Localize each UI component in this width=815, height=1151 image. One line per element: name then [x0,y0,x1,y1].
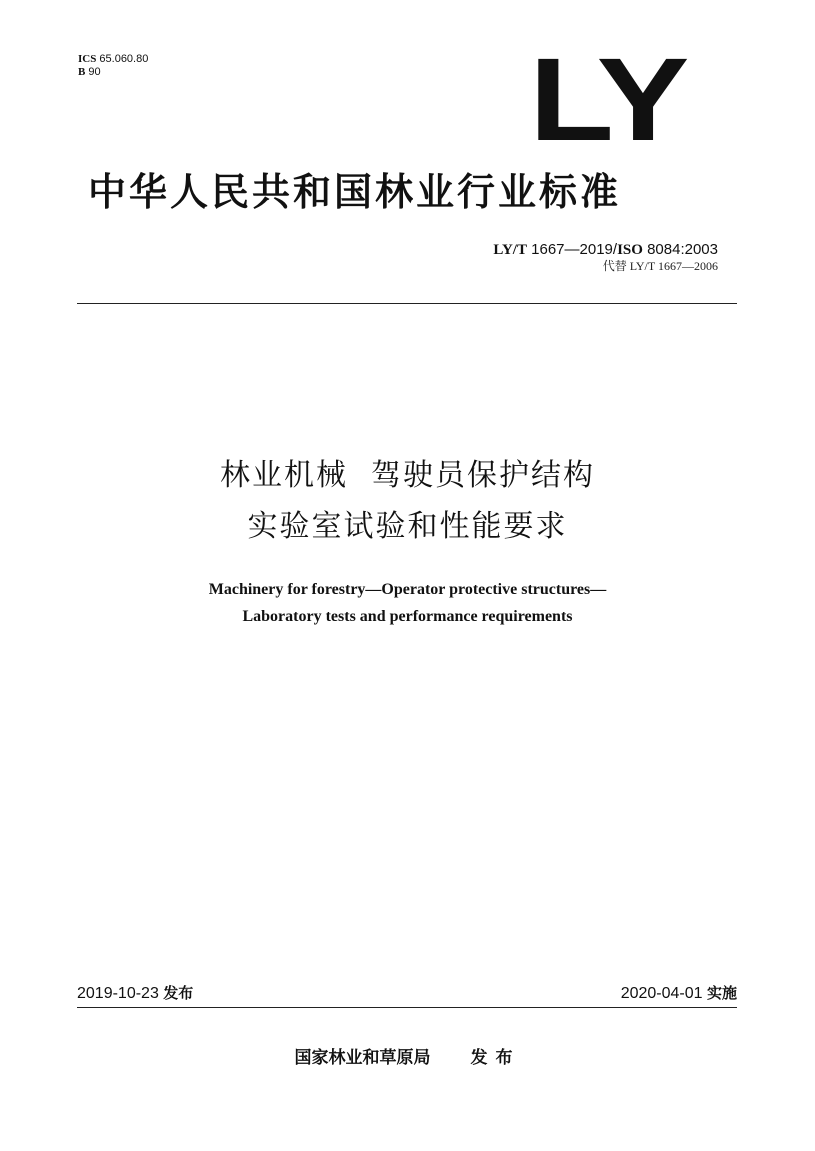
issue-label: 发布 [163,984,194,1002]
title-cn-line2: 实验室试验和性能要求 [247,509,568,544]
title-en-line2: Laboratory tests and performance requirements [242,608,573,625]
effective-date-block [621,983,737,1004]
standard-main-number: 1667—2019/ [526,241,618,258]
standard-prefix: LY/T [493,242,527,258]
standard-number-block [493,241,718,274]
iso-label: ISO [617,242,643,258]
standard-number [493,241,718,259]
footer-divider [77,1007,737,1008]
ics-code: 65.060.80 [99,53,149,65]
publisher-name: 国家林业和草原局 [294,1048,431,1068]
title-cn-line1: 林业机械 驾驶员保护结构 [219,458,596,493]
ccs-row [78,66,148,79]
publisher-action: 发布 [470,1048,521,1068]
iso-number: 8084:2003 [642,241,718,258]
ccs-code: 90 [88,66,101,78]
effective-date: 2020-04-01 [620,985,703,1002]
standard-type-title: 中华人民共和国林业行业标准 [88,170,622,214]
header-divider [77,303,737,304]
issue-date-block [77,983,193,1004]
ics-row [78,53,148,66]
publisher-block [0,1046,815,1070]
ly-logo: LY [529,34,685,166]
replaces-standard: 代替 LY/T 1667—2006 [602,259,718,273]
title-en-line1: Machinery for forestry—Operator protective structures— [208,581,607,598]
issue-date: 2019-10-23 [77,985,159,1002]
ics-label: ICS [78,53,97,65]
ccs-label: B [78,66,86,78]
effective-label: 实施 [706,984,737,1002]
classification-codes [78,53,148,79]
